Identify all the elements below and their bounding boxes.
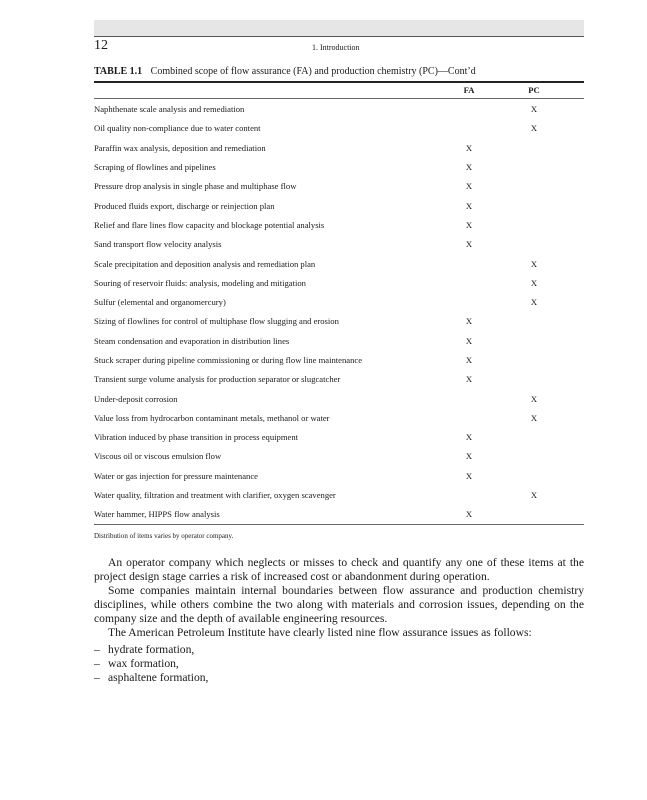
table-row xyxy=(94,215,584,234)
table-row xyxy=(94,235,584,254)
header-rule xyxy=(94,36,584,37)
table-row xyxy=(94,331,584,350)
table-label: TABLE 1.1 xyxy=(94,66,143,77)
row-pc-mark: X xyxy=(530,258,538,269)
page-number: 12 xyxy=(94,38,108,53)
row-item: Under-deposit corrosion xyxy=(94,393,178,404)
list-item: – wax formation, xyxy=(94,656,179,670)
row-item: Viscous oil or viscous emulsion flow xyxy=(94,451,222,462)
row-fa-mark: X xyxy=(465,162,473,173)
list-item-text: wax formation, xyxy=(108,656,179,670)
table-row xyxy=(94,273,584,292)
table-row xyxy=(94,485,584,504)
table-row xyxy=(94,428,584,447)
running-head: 1. Introduction xyxy=(312,43,360,52)
table-row xyxy=(94,254,584,273)
row-item: Water quality, filtration and treatment with clarifier, oxygen scavenger xyxy=(94,490,336,501)
row-pc-mark: X xyxy=(530,104,538,115)
table-row xyxy=(94,370,584,389)
row-item: Value loss from hydrocarbon contaminant metals, methanol or water xyxy=(94,412,330,423)
row-item: Scraping of flowlines and pipelines xyxy=(94,162,216,173)
row-fa-mark: X xyxy=(465,374,473,385)
row-pc-mark: X xyxy=(530,393,538,404)
table-row xyxy=(94,389,584,408)
row-fa-mark: X xyxy=(465,509,473,520)
row-item: Water or gas injection for pressure maintenance xyxy=(94,470,258,481)
row-item: Stuck scraper during pipeline commissioning or during flow line maintenance xyxy=(94,355,363,365)
row-item: Steam condensation and evaporation in distribution lines xyxy=(94,335,290,346)
row-fa-mark: X xyxy=(465,219,473,230)
table-note: Distribution of items varies by operator company. xyxy=(94,532,234,541)
row-pc-mark: X xyxy=(530,490,538,501)
row-item: Produced fluids export, discharge or reinjection plan xyxy=(94,200,275,211)
row-pc-mark: X xyxy=(530,277,538,288)
row-pc-mark: X xyxy=(530,123,538,134)
table-row xyxy=(94,138,584,157)
row-fa-mark: X xyxy=(465,142,473,153)
row-item: Scale precipitation and deposition analysis and remediation plan xyxy=(94,258,316,269)
row-item: Sand transport flow velocity analysis xyxy=(94,239,222,250)
row-fa-mark: X xyxy=(465,181,473,192)
table-row xyxy=(94,292,584,311)
row-fa-mark: X xyxy=(465,470,473,481)
paragraph: Some companies maintain internal boundaries between flow assurance and production chemistry disciplines, while others combine the two along with materials and corrosion issues, depending on the company size and the depth of available engineering resources. xyxy=(94,584,584,626)
table-row xyxy=(94,119,584,138)
row-item: Oil quality non-compliance due to water content xyxy=(94,123,261,134)
table-row xyxy=(94,157,584,176)
table-body xyxy=(94,99,584,525)
list-item-text: asphaltene formation, xyxy=(108,670,209,684)
table-bottom-rule xyxy=(94,524,584,525)
paragraph: An operator company which neglects or misses to check and quantify any one of these items at the project design stage carries a risk of increased cost or abandonment during operation. xyxy=(94,556,584,584)
row-fa-mark: X xyxy=(465,239,473,250)
column-header-pc: PC xyxy=(528,85,540,95)
table-row xyxy=(94,447,584,466)
table-header-row xyxy=(94,83,584,98)
paragraph: The American Petroleum Institute have clearly listed nine flow assurance issues as follows: xyxy=(108,626,532,640)
list-item-text: hydrate formation, xyxy=(108,642,195,656)
row-fa-mark: X xyxy=(465,432,473,443)
column-header-fa: FA xyxy=(463,85,475,95)
table-row xyxy=(94,196,584,215)
table-row xyxy=(94,177,584,196)
row-fa-mark: X xyxy=(465,200,473,211)
list-item: – hydrate formation, xyxy=(94,642,195,656)
row-pc-mark: X xyxy=(530,297,538,308)
table-row xyxy=(94,312,584,331)
list-item: – asphaltene formation, xyxy=(94,670,209,684)
table-row xyxy=(94,100,584,119)
scope-table xyxy=(94,81,584,540)
row-item: Sizing of flowlines for control of multiphase flow slugging and erosion xyxy=(94,316,339,327)
row-fa-mark: X xyxy=(465,335,473,346)
row-fa-mark: X xyxy=(465,355,473,365)
row-item: Pressure drop analysis in single phase and multiphase flow xyxy=(94,181,297,192)
table-row xyxy=(94,505,584,524)
body-text xyxy=(94,556,584,685)
row-item: Relief and flare lines flow capacity and blockage potential analysis xyxy=(94,219,325,230)
table-caption-text: Combined scope of flow assurance (FA) and production chemistry (PC)—Cont’d xyxy=(150,66,476,77)
row-fa-mark: X xyxy=(465,316,473,327)
row-item: Transient surge volume analysis for production separator or slugcatcher xyxy=(94,374,341,385)
table-caption xyxy=(94,66,476,77)
row-pc-mark: X xyxy=(530,412,538,423)
row-fa-mark: X xyxy=(465,451,473,462)
header-band xyxy=(94,20,584,36)
table-row xyxy=(94,466,584,485)
row-item: Water hammer, HIPPS flow analysis xyxy=(94,509,220,520)
row-item: Souring of reservoir fluids: analysis, modeling and mitigation xyxy=(94,277,306,288)
row-item: Sulfur (elemental and organomercury) xyxy=(94,297,226,308)
table-row xyxy=(94,350,584,369)
table-row xyxy=(94,408,584,427)
flow-assurance-issues-list xyxy=(94,643,584,685)
row-item: Paraffin wax analysis, deposition and remediation xyxy=(94,142,266,153)
row-item: Naphthenate scale analysis and remediation xyxy=(94,104,245,115)
row-item: Vibration induced by phase transition in process equipment xyxy=(94,432,299,443)
